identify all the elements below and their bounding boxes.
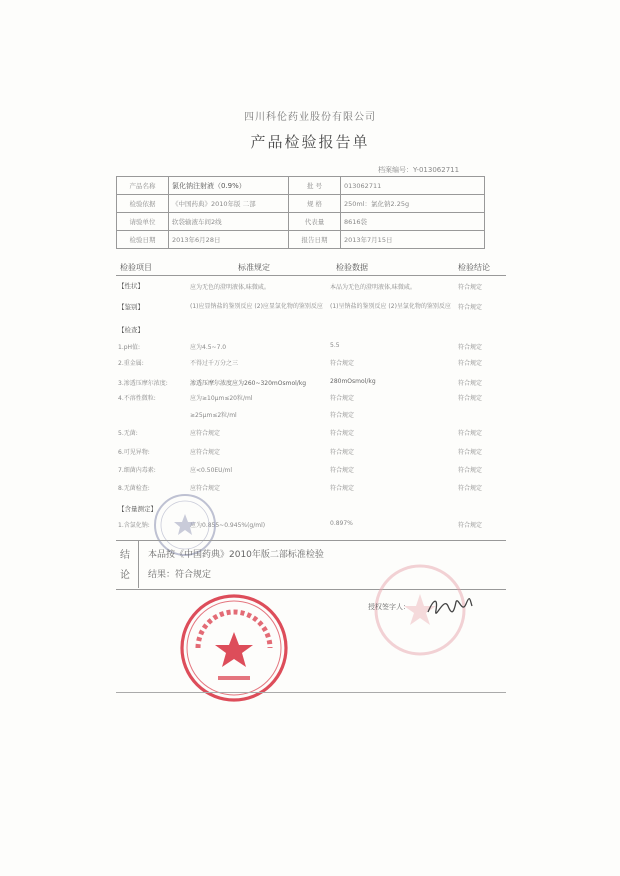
row-standard: 应符合规定 [190, 449, 221, 456]
req-date-value: 2013年6月28日 [169, 231, 289, 249]
row-item: 3.渗透压摩尔浓度: [118, 380, 168, 387]
conclusion-divider [138, 540, 139, 588]
section-label: 【含量测定】 [118, 505, 157, 513]
spec-label: 规 格 [289, 195, 341, 213]
row-data: 符合规定 [330, 395, 355, 402]
row-item: 8.无菌检查: [118, 485, 150, 492]
dept-value: 软袋输液车间2线 [169, 213, 289, 231]
dept-label: 请验单位 [117, 213, 169, 231]
info-row [117, 231, 485, 249]
row-standard: 应为无色的澄明液体,味微咸。 [190, 284, 270, 291]
row-standard: 应为0.855~0.945%(g/ml) [190, 522, 266, 529]
info-row [117, 177, 485, 195]
row-result: 符合规定 [458, 485, 483, 492]
row-result: 符合规定 [458, 395, 483, 402]
row-standard: 不得过千万分之三 [190, 360, 239, 367]
product-value: 氯化钠注射液（0.9%） [169, 177, 289, 195]
row-item: 4.不溶性微粒: [118, 395, 156, 402]
row-item: 2.重金属: [118, 360, 144, 367]
bottom-divider [116, 692, 506, 693]
spec-value: 250ml：氯化钠2.25g [341, 195, 485, 213]
info-row [117, 195, 485, 213]
row-item: 1.pH值: [118, 344, 141, 351]
conclusion-char-1: 结 [120, 550, 130, 561]
row-result: 符合规定 [458, 304, 483, 311]
basis-value: 《中国药典》2010年版 二部 [169, 195, 289, 213]
company-name: 四川科伦药业股份有限公司 [244, 112, 376, 123]
batch-label: 批 号 [289, 177, 341, 195]
row-data: 280mOsmol/kg [330, 378, 376, 385]
row-item: 6.可见异物: [118, 449, 150, 456]
row-result: 符合规定 [458, 449, 483, 456]
archive-number: 档案编号：Y-013062711 [378, 166, 460, 174]
header-item: 检验项目 [120, 263, 152, 272]
row-result: 符合规定 [458, 344, 483, 351]
row-result: 符合规定 [458, 360, 483, 367]
row-item: 【鉴别】 [118, 303, 144, 311]
header-data: 检验数据 [336, 263, 368, 272]
row-standard: 应为4.5~7.0 [190, 344, 227, 351]
batch-value: 013062711 [341, 177, 485, 195]
row-standard: 应<0.50EU/ml [190, 467, 233, 474]
document-title: 产品检验报告单 [250, 133, 370, 151]
row-standard: 应符合规定 [190, 485, 221, 492]
info-row [117, 213, 485, 231]
row-data: (1)呈钠盐的鉴别反应 (2)呈氯化物的鉴别反应 [330, 303, 451, 310]
signature-icon [426, 592, 474, 620]
conclusion-char-2: 论 [120, 570, 130, 581]
row-item: 【性状】 [118, 282, 144, 290]
row-data: 0.897% [330, 520, 353, 527]
product-label: 产品名称 [117, 177, 169, 195]
row-standard: 渗透压摩尔浓度应为260~320mOsmol/kg [190, 380, 307, 387]
sample-label: 代表量 [289, 213, 341, 231]
row-data: 符合规定 [330, 485, 355, 492]
row-standard: 应为≥10μm≤20粒/ml [190, 395, 253, 402]
sample-value: 8616袋 [341, 213, 485, 231]
row-standard: (1)应显钠盐的鉴别反应 (2)应显氯化物的鉴别反应 [190, 303, 323, 310]
row-data: 符合规定 [330, 449, 355, 456]
report-date-value: 2013年7月15日 [341, 231, 485, 249]
row-data: 本品为无色的澄明液体,味微咸。 [330, 284, 416, 291]
conclusion-line-2: 结果：符合规定 [148, 570, 212, 580]
row-standard: 应符合规定 [190, 430, 221, 437]
row-data: 符合规定 [330, 467, 355, 474]
header-divider [116, 275, 506, 276]
req-date-label: 检验日期 [117, 231, 169, 249]
row-item: 5.无菌: [118, 430, 138, 437]
conclusion-line-1: 本品按《中国药典》2010年版二部标准检验 [148, 550, 324, 560]
row-standard-2: ≥25μm≤2粒/ml [190, 412, 237, 419]
row-result: 符合规定 [458, 467, 483, 474]
header-standard: 标准规定 [238, 263, 270, 272]
row-data-2: 符合规定 [330, 412, 355, 419]
header-conclusion: 检验结论 [458, 263, 490, 272]
row-data: 5.5 [330, 342, 340, 349]
row-data: 符合规定 [330, 360, 355, 367]
row-result: 符合规定 [458, 430, 483, 437]
row-result: 符合规定 [458, 522, 483, 529]
section-label: 【检查】 [118, 326, 144, 334]
info-table [116, 176, 485, 249]
basis-label: 检验依据 [117, 195, 169, 213]
row-item: 7.细菌内毒素: [118, 467, 156, 474]
row-data: 符合规定 [330, 430, 355, 437]
signature-label: 授权签字人： [368, 603, 410, 611]
report-date-label: 报告日期 [289, 231, 341, 249]
company-seal-icon [178, 592, 290, 704]
row-result: 符合规定 [458, 380, 483, 387]
row-result: 符合规定 [458, 284, 483, 291]
row-item: 1.含氯化钠: [118, 522, 150, 529]
